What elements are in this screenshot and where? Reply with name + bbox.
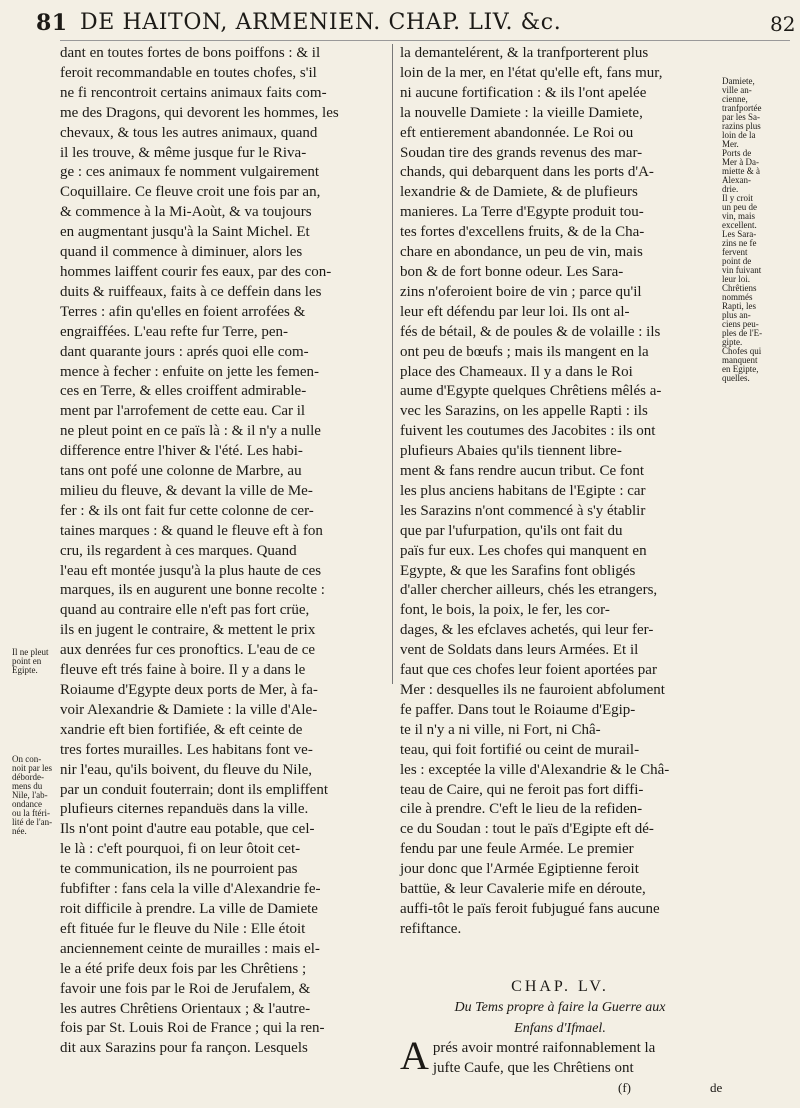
margin-note-line: fervent <box>722 247 748 257</box>
text-line: Soudan tire des grands revenus des mar- <box>400 144 643 161</box>
text-line: font, le bois, la poix, le fer, les cor- <box>400 602 610 619</box>
text-line: favoir une fois par le Roi de Jerufalem, & <box>60 980 311 997</box>
margin-note-line: loin de la <box>722 130 756 140</box>
margin-note-line: cienne, <box>722 94 748 104</box>
text-line: ce du Soudan : tout le païs d'Egipte eft dé- <box>400 821 654 838</box>
text-line: leur eft défendu par leur loi. Ils ont al- <box>400 303 630 320</box>
text-line: ment & fans rendre aucun tribut. Ce font <box>400 463 645 480</box>
text-line: fe paffer. Dans tout le Roiaume d'Egip- <box>400 701 636 718</box>
text-line: Terres : afin qu'elles en foient arrofées & <box>60 303 306 320</box>
margin-note-line: Damiete, <box>722 76 755 86</box>
margin-note-line: ville an- <box>722 85 752 95</box>
text-line: chare en abondance, un peu de vin, mais <box>400 244 643 261</box>
margin-note-line: point en <box>12 656 42 666</box>
text-line: ge : ces animaux fe nomment vulgairement <box>60 164 320 181</box>
text-line: bon & de fort bonne odeur. Les Sara- <box>400 263 624 280</box>
margin-note-line: mens du <box>12 781 43 791</box>
text-line: Roiaume d'Egypte deux ports de Mer, à fa- <box>60 682 318 698</box>
text-line: aux denrées fur ces pronoftics. L'eau de ce <box>60 642 316 659</box>
margin-note-line: en Egipte, <box>722 364 759 374</box>
text-line: il les trouve, & même jusque fur le Riva- <box>60 144 307 161</box>
text-line: milieu du fleuve, & devant la ville de Me- <box>60 482 313 499</box>
margin-note-line: quelles. <box>722 373 750 383</box>
margin-note-line: manquent <box>722 355 758 365</box>
text-line: Mer : desquelles ils ne fauroient abfolument <box>400 682 665 698</box>
text-line: & commence à la Mi-Aoùt, & va toujours <box>60 204 312 221</box>
text-line: fendu par une feule Armée. Le premier <box>400 841 634 858</box>
text-line: fleuve eft trés faine à boire. Il y a dans le <box>60 662 306 679</box>
margin-note-line: miette & à <box>722 166 760 176</box>
margin-note-line: Il ne pleut <box>12 647 49 657</box>
text-line: fés de bétail, & de poules & de volaille : ils <box>400 323 661 340</box>
text-line: teau, qui foit fortifié ou ceint de murail- <box>400 741 640 758</box>
chapter-heading: CHAP. LV. <box>511 978 609 995</box>
text-line: xandrie eft bien fortifiée, & eft ceinte de <box>60 721 303 738</box>
text-line: païs fur eux. Les chofes qui manquent en <box>400 542 647 559</box>
text-line: fois par St. Louis Roi de France ; qui la ren- <box>60 1020 325 1037</box>
text-line: voir Alexandrie & Damiete : la ville d'Ale- <box>60 701 318 718</box>
text-line: fuivent les coutumes des Jacobites : ils ont <box>400 423 656 440</box>
text-line: dant quarante jours : aprés quoi elle com- <box>60 343 309 360</box>
text-line: ont peu de bœufs ; mais ils mangent en la <box>400 343 649 360</box>
chapter-body-line-1: prés avoir montré raifonnablement la <box>432 1040 656 1056</box>
text-line: fer : & ils ont fait fur cette colonne de cer- <box>60 502 314 519</box>
margin-note-line: Chrêtiens <box>722 283 757 293</box>
text-line: cile à prendre. C'eft le lieu de la refiden- <box>400 801 643 818</box>
text-line: ces en Terre, & elles croiffent admirable- <box>60 383 307 400</box>
drop-cap: A <box>400 1033 429 1078</box>
text-line: faut que ces chofes leur foient aportées par <box>400 662 657 679</box>
margin-note-line: vin, mais <box>722 211 755 221</box>
text-line: zins n'oferoient boire de vin ; parce qu'il <box>400 283 642 300</box>
margin-note-line: tranfportée <box>722 103 762 113</box>
margin-note-line: Mer à Da- <box>722 157 759 167</box>
margin-note-line: On con- <box>12 754 42 764</box>
text-line: eft entierement abandonnée. Le Roi ou <box>400 124 634 141</box>
catchword: de <box>710 1080 723 1095</box>
margin-note-line: razins plus <box>722 121 761 131</box>
text-line: tres fortes murailles. Les habitans font ve- <box>60 741 313 758</box>
text-line: chands, qui debarquent dans les ports d'A- <box>400 164 654 181</box>
text-line: ne pleut point en ce païs là : & il n'y a nulle <box>60 423 321 440</box>
text-line: loin de la mer, en l'état qu'elle eft, fans mur, <box>400 64 663 81</box>
text-line: Egypte, & que les Sarafins font obligés <box>400 562 636 579</box>
text-line: dit aux Sarazins pour fa rançon. Lesquels <box>60 1040 308 1057</box>
right-margin-notes <box>722 77 796 383</box>
text-line: aume d'Egypte quelques Chrêtiens mêlés a- <box>400 383 662 400</box>
margin-note-line: par les Sa- <box>722 112 760 122</box>
text-line: tans ont pofé une colonne de Marbre, au <box>60 463 302 480</box>
text-line: quand il commence à diminuer, alors les <box>60 244 303 261</box>
text-line: marques, ils en augurent une bonne recolte : <box>60 582 325 599</box>
text-line: vec les Sarazins, on les appelle Rapti : ils <box>400 403 648 420</box>
text-line: manieres. La Terre d'Egypte produit tou- <box>400 204 644 221</box>
text-line: le là : c'eft pourquoi, fi on leur ôtoit cet- <box>60 841 301 858</box>
text-line: tes fortes d'excellens fruits, & de la Cha- <box>400 224 645 241</box>
margin-note-line: point de <box>722 256 752 266</box>
margin-note-line: leur loi. <box>722 274 750 284</box>
text-line: refiftance. <box>400 920 462 937</box>
text-line: quand au contraire elle n'eft pas fort crüe, <box>60 602 310 619</box>
text-line: chevaux, & tous les autres animaux, quand <box>60 124 318 141</box>
text-line: en augmentant jusqu'à la Saint Michel. Et <box>60 224 310 241</box>
margin-note-line: Ports de <box>722 148 752 158</box>
column-divider <box>392 44 393 684</box>
margin-note-line: Il y croit <box>722 193 753 203</box>
text-line: ne fi rencontroit certains animaux faits com- <box>60 84 327 101</box>
text-line: plufieurs Abaies qu'ils tiennent libre- <box>400 443 622 460</box>
text-line: fubfifter : fans cela la ville d'Alexandrie fe- <box>60 881 321 898</box>
text-line: feroit recommandable en toutes chofes, s'il <box>60 64 317 81</box>
text-line: ni aucune fortification : & ils l'ont apelée <box>400 84 647 101</box>
text-line: me des Dragons, qui devorent les hommes, les <box>60 104 339 121</box>
text-line: nir l'eau, qu'ils boivent, du fleuve du Nile, <box>60 761 313 778</box>
margin-note-line: ciens peu- <box>722 319 759 329</box>
text-line: Ils n'ont point d'autre eau potable, que cel- <box>60 821 315 838</box>
text-line: les Sarazins n'ont commencé à s'y établir <box>400 502 646 519</box>
text-line: auffi-tôt le païs feroit fubjugué fans aucune <box>400 900 660 917</box>
page-number-right: 82 <box>770 12 796 36</box>
right-text-column <box>400 44 720 940</box>
margin-note-line: Chofes qui <box>722 346 762 356</box>
text-line: eft fituée fur le fleuve du Nile : Elle étoit <box>60 920 306 937</box>
margin-note-line: Rapti, les <box>722 301 756 311</box>
margin-note-line: plus an- <box>722 310 751 320</box>
text-line: la nouvelle Damiete : la vieille Damiete, <box>400 104 643 121</box>
text-line: difference entre l'hiver & l'été. Les habi- <box>60 443 303 460</box>
running-title: DE HAITON, ARMENIEN. CHAP. LIV. &c. <box>80 10 562 35</box>
text-line: que par l'ufurpation, qu'ils ont fait du <box>400 522 623 539</box>
chapter-subtitle-line-2: Enfans d'Ifmael. <box>514 1021 606 1036</box>
margin-note-line: drie. <box>722 184 739 194</box>
text-line: jour donc que l'Armée Egiptienne feroit <box>400 861 639 878</box>
chapter-heading-block <box>400 978 720 1038</box>
margin-note-line: nommés <box>722 292 753 302</box>
text-line: battüe, & leur Cavalerie mife en déroute, <box>400 881 646 898</box>
margin-note-line: ondance <box>12 799 42 809</box>
text-line: taines marques : & quand le fleuve eft à fon <box>60 522 323 539</box>
margin-note-line: un peu de <box>722 202 757 212</box>
margin-note-line: ou la ftéri- <box>12 808 50 818</box>
margin-note-line: Nile, l'ab- <box>12 790 48 800</box>
margin-note-line: Egipte. <box>12 665 38 675</box>
text-line: anciennement ceinte de murailles : mais el- <box>60 940 320 957</box>
page-number-left: 81 <box>36 10 68 36</box>
margin-note-line: Les Sara- <box>722 229 757 239</box>
text-line: ils en jugent le contraire, & mettent le prix <box>60 622 316 639</box>
text-line: les autres Chrêtiens Orientaux ; & l'autre- <box>60 1000 311 1017</box>
margin-note-line: née. <box>12 826 27 836</box>
chapter-opening <box>400 1033 720 1078</box>
margin-note-line: zins ne fe <box>722 238 757 248</box>
margin-note-line: excellent. <box>722 220 757 230</box>
margin-note-line: Alexan- <box>722 175 751 185</box>
left-text-column <box>60 44 382 1059</box>
text-line: Coquillaire. Ce fleuve croit une fois par an, <box>60 184 321 201</box>
margin-note-line: vin fuivant <box>722 265 762 275</box>
text-line: duits & ruiffeaux, faits à ce deffein dans les <box>60 283 322 300</box>
text-line: par un conduit fouterrain; dont ils empliffent <box>60 781 328 798</box>
text-line: mence à fecher : enfuite on jette les femen- <box>60 363 320 380</box>
header-rule <box>60 40 790 41</box>
text-line: lexandrie & de Damiete, & de plufieurs <box>400 184 638 201</box>
text-line: roit difficile à prendre. La ville de Damiete <box>60 900 318 917</box>
text-line: cru, ils regardent à ces marques. Quand <box>60 542 297 559</box>
text-line: vent de Soldats dans leurs Armées. Et il <box>400 642 639 659</box>
text-line: d'aller chercher ailleurs, chés les etrangers, <box>400 582 658 599</box>
text-line: teau de Caire, qui ne feroit pas fort diffi- <box>400 781 644 798</box>
text-line: hommes laiffent courir fes eaux, par des con- <box>60 263 332 280</box>
text-line: te communication, ils ne pourroient pas <box>60 861 298 878</box>
text-line: ment par l'arrofement de cette eau. Car il <box>60 403 306 420</box>
margin-note-line: noit par les <box>12 763 52 773</box>
text-line: la demantelérent, & la tranfporterent plus <box>400 45 649 61</box>
signature-mark: (f) <box>618 1080 631 1095</box>
text-line: le a été prife deux fois par les Chrêtiens ; <box>60 960 307 977</box>
chapter-subtitle-line-1: Du Tems propre à faire la Guerre aux <box>454 1000 666 1015</box>
text-line: les plus anciens habitans de l'Egipte : car <box>400 482 646 499</box>
margin-note-line: lité de l'an- <box>12 817 53 827</box>
text-line: dages, & les efclaves achetés, qui leur fer- <box>400 622 654 639</box>
left-margin-notes <box>12 648 64 836</box>
text-line: plufieurs citernes repanduës dans la ville. <box>60 801 309 818</box>
text-line: engraiffées. L'eau refte fur Terre, pen- <box>60 323 289 340</box>
text-line: dant en toutes fortes de bons poiffons : & il <box>60 45 321 61</box>
text-line: place des Chameaux. Il y a dans le Roi <box>400 363 633 380</box>
text-line: te il n'y a ni ville, ni Fort, ni Châ- <box>400 721 601 738</box>
margin-note-line: ples de l'E- <box>722 328 763 338</box>
text-line: les : exceptée la ville d'Alexandrie & le Châ- <box>400 761 670 778</box>
text-line: l'eau eft montée jusqu'à la plus haute de ces <box>60 562 322 579</box>
margin-note-line: déborde- <box>12 772 44 782</box>
margin-note-line: Mer. <box>722 139 739 149</box>
margin-note-line: gipte. <box>722 337 743 347</box>
chapter-body-line-2: jufte Caufe, que les Chrêtiens ont <box>432 1060 634 1076</box>
